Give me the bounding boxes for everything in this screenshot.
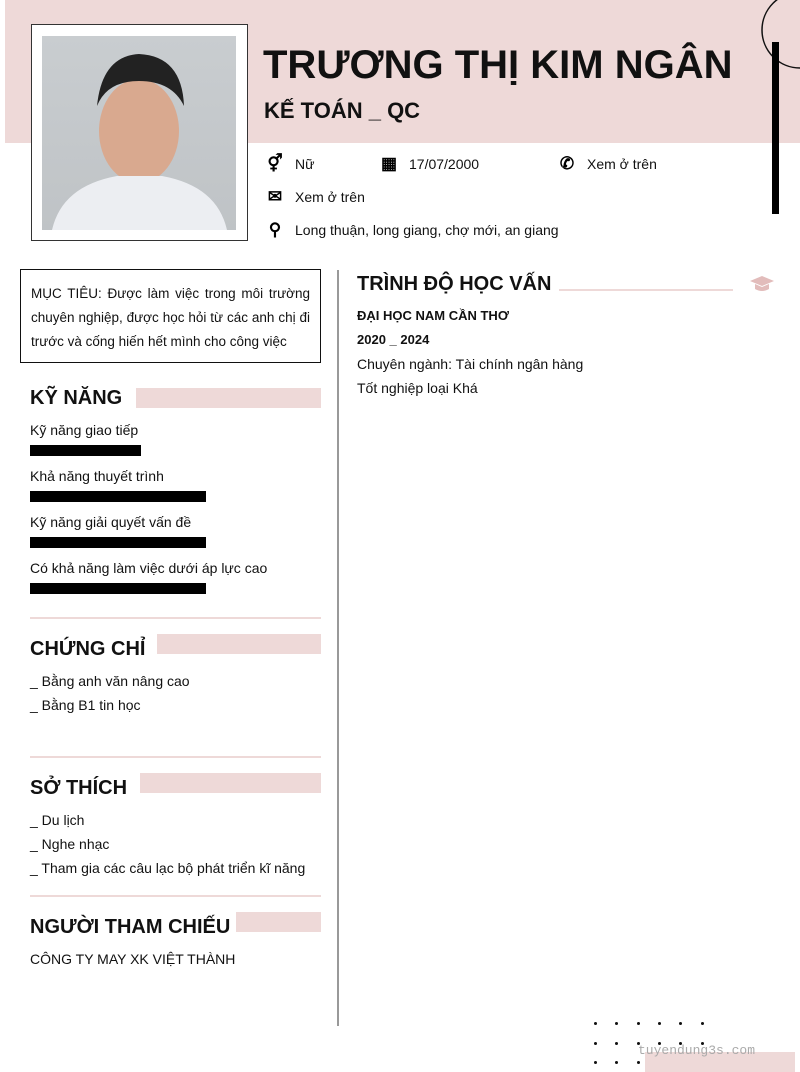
birthdate-field xyxy=(379,154,479,174)
gender-icon: ⚥ xyxy=(267,154,283,173)
address-value: Long thuận, long giang, chợ mới, an giang xyxy=(295,222,559,238)
email-field xyxy=(265,187,365,207)
school-name: ĐẠI HỌC NAM CẦN THƠ xyxy=(357,308,509,323)
title-line xyxy=(559,289,733,291)
decor-dot xyxy=(701,1022,704,1025)
graduation-cap-icon xyxy=(749,274,775,294)
decor-dot xyxy=(594,1042,597,1045)
list-item: _ Bằng B1 tin học xyxy=(30,697,141,713)
birthdate-value: 17/07/2000 xyxy=(409,156,480,172)
map-pin-icon: ⚲ xyxy=(268,220,282,239)
section-separator xyxy=(30,617,321,619)
decor-dot xyxy=(637,1061,640,1064)
decor-dot xyxy=(615,1022,618,1025)
skill-level-bar xyxy=(30,491,206,502)
list-item: _ Bằng anh văn nâng cao xyxy=(30,673,190,689)
title-bar xyxy=(140,773,321,793)
skill-label: Kỹ năng giải quyết vấn đề xyxy=(30,514,192,530)
decor-dot xyxy=(615,1061,618,1064)
section-separator xyxy=(30,756,321,758)
title-bar xyxy=(157,634,321,654)
address-field xyxy=(265,220,559,240)
decor-bar xyxy=(772,42,779,214)
gender-field xyxy=(265,154,314,174)
skill-level-bar xyxy=(30,583,206,594)
decor-dot xyxy=(594,1061,597,1064)
decor-dot xyxy=(594,1022,597,1025)
education-grade: Tốt nghiệp loại Khá xyxy=(357,380,478,396)
calendar-icon: ▦ xyxy=(380,154,398,173)
job-title: KẾ TOÁN _ QC xyxy=(264,98,421,123)
watermark: tuyendung3s.com xyxy=(638,1043,756,1058)
objective-box: MỤC TIÊU: Được làm việc trong môi trường chuyên nghiệp, được học hỏi từ các anh chị đi trước và cống hiến hết mình cho công việc xyxy=(20,269,321,363)
references-title: NGƯỜI THAM CHIẾU xyxy=(30,916,231,938)
skill-label: Có khả năng làm việc dưới áp lực cao xyxy=(30,560,268,576)
decor-circle xyxy=(760,0,800,72)
title-bar xyxy=(236,912,321,932)
title-bar xyxy=(136,388,321,408)
decor-dot xyxy=(679,1022,682,1025)
decor-dot xyxy=(615,1042,618,1045)
hobbies-title: SỞ THÍCH xyxy=(30,777,128,799)
decor-dot xyxy=(658,1022,661,1025)
phone-field xyxy=(557,154,657,174)
decor-dot xyxy=(637,1022,640,1025)
skills-title: KỸ NĂNG xyxy=(30,387,123,409)
gender-value: Nữ xyxy=(295,156,315,172)
phone-icon: ✆ xyxy=(559,154,575,173)
education-major: Chuyên ngành: Tài chính ngân hàng xyxy=(357,356,584,372)
column-divider xyxy=(337,270,339,1026)
list-item: _ Du lịch xyxy=(30,812,85,828)
profile-photo xyxy=(42,36,236,230)
list-item: _ Nghe nhạc xyxy=(30,836,110,852)
education-title: TRÌNH ĐỘ HỌC VẤN xyxy=(357,273,552,295)
education-years: 2020 _ 2024 xyxy=(357,332,430,347)
phone-value: Xem ở trên xyxy=(587,156,657,172)
email-value: Xem ở trên xyxy=(295,189,365,205)
full-name: TRƯƠNG THỊ KIM NGÂN xyxy=(263,43,733,87)
skill-level-bar xyxy=(30,445,141,456)
skill-label: Khả năng thuyết trình xyxy=(30,468,164,484)
skill-level-bar xyxy=(30,537,206,548)
skill-label: Kỹ năng giao tiếp xyxy=(30,422,139,438)
list-item: _ Tham gia các câu lạc bộ phát triển kĩ năng xyxy=(30,860,306,876)
section-separator xyxy=(30,895,321,897)
person-silhouette-icon xyxy=(42,36,236,230)
envelope-icon: ✉ xyxy=(267,187,283,206)
certificates-title: CHỨNG CHỈ xyxy=(30,638,146,660)
list-item: CÔNG TY MAY XK VIỆT THÀNH xyxy=(30,951,236,967)
